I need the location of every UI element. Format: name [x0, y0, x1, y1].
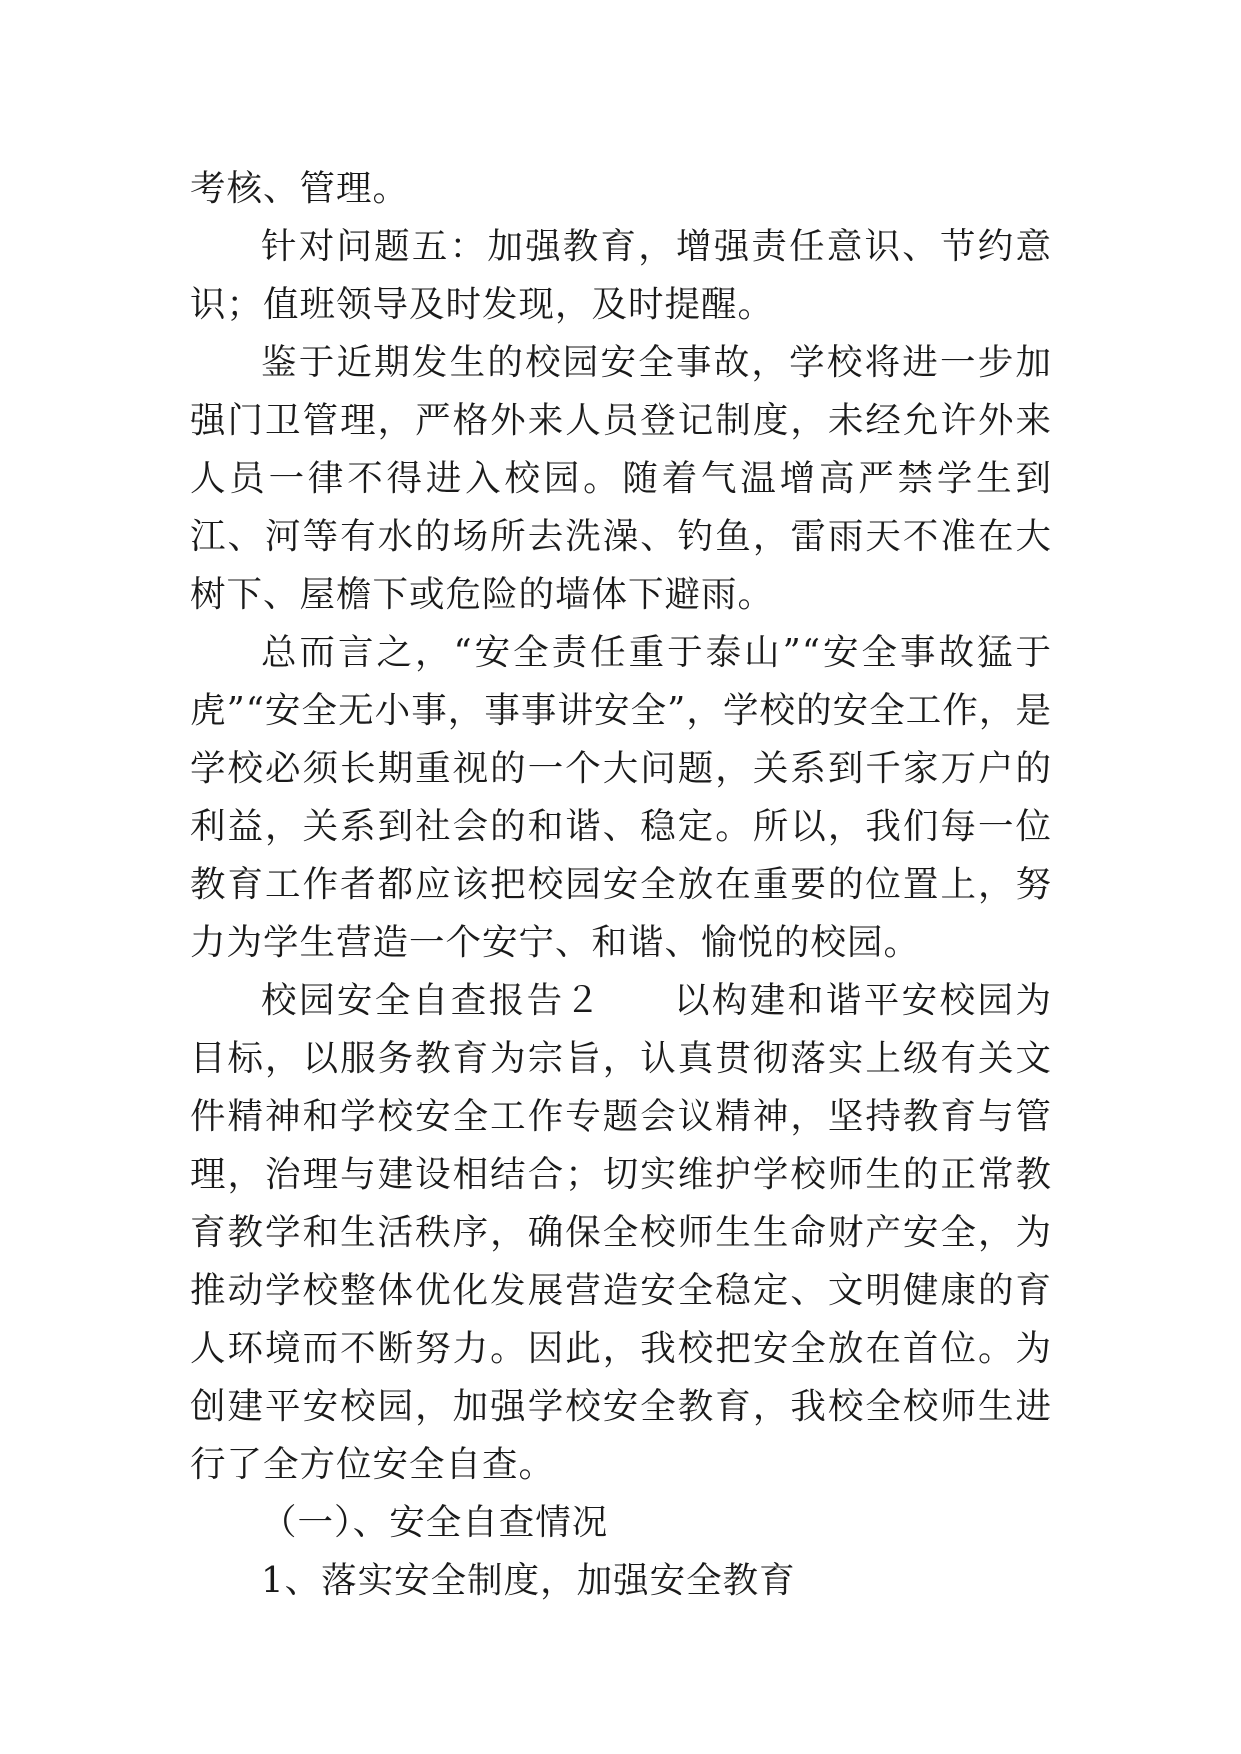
- paragraph-summary: 总而言之，“安全责任重于泰山”“安全事故猛于虎”“安全无小事，事事讲安全”，学校的安全工作，是学校必须长期重视的一个大问题，关系到千家万户的利益，关系到社会的和谐、稳定。所以，我们每一位教育工作者都应该把校园安全放在重要的位置上，努力为学生营造一个安宁、和谐、愉悦的校园。: [190, 632, 1052, 963]
- paragraph-report-two: [190, 972, 1052, 1494]
- paragraph-problem-five: 针对问题五：加强教育，增强责任意识、节约意识；值班领导及时发现，及时提醒。: [190, 226, 1052, 325]
- document-body: [190, 160, 1052, 1610]
- paragraph-continuation: 考核、管理。: [190, 168, 410, 209]
- section-heading: （一）、安全自查情况: [261, 1502, 609, 1543]
- sub-heading: 1、落实安全制度，加强安全教育: [261, 1560, 796, 1601]
- report-title: 校园安全自查报告２: [261, 980, 603, 1021]
- report-body: 以构建和谐平安校园为目标，以服务教育为宗旨，认真贯彻落实上级有关文件精神和学校安全工作专题会议精神，坚持教育与管理，治理与建设相结合；切实维护学校师生的正常教育教学和生活秩序，确保全校师生生命财产安全，为推动学校整体优化发展营造安全稳定、文明健康的育人环境而不断努力。因此，我校把安全放在首位。为创建平安校园，加强学校安全教育，我校全校师生进行了全方位安全自查。: [190, 980, 1052, 1485]
- paragraph-gate-management: 鉴于近期发生的校园安全事故，学校将进一步加强门卫管理，严格外来人员登记制度，未经允许外来人员一律不得进入校园。随着气温增高严禁学生到江、河等有水的场所去洗澡、钓鱼，雷雨天不准在大树下、屋檐下或危险的墙体下避雨。: [190, 342, 1052, 615]
